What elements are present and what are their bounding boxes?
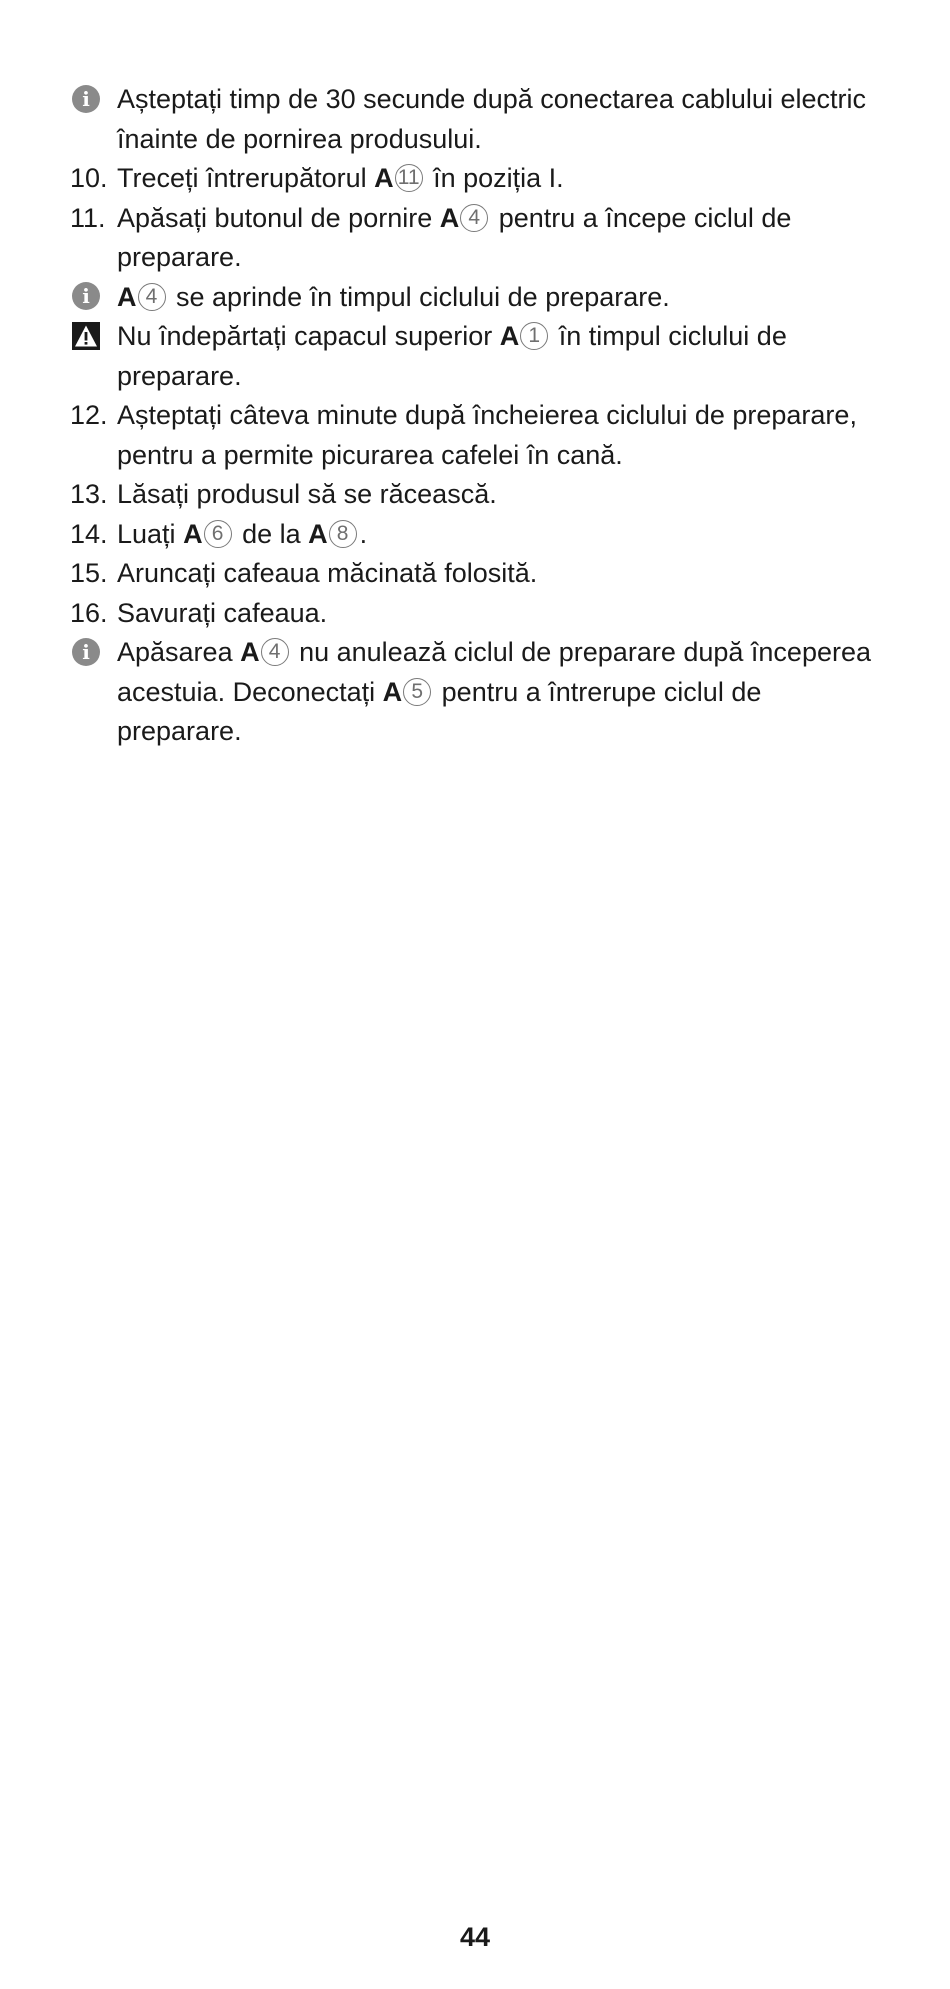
step-item bbox=[72, 159, 892, 199]
info-icon: i bbox=[72, 282, 100, 310]
step-item bbox=[72, 475, 892, 515]
part-ref-number: 5 bbox=[403, 678, 431, 706]
note-text: se aprinde în timpul ciclului de preparare. bbox=[168, 281, 670, 312]
info-marker bbox=[72, 80, 100, 120]
note-text: Apăsarea bbox=[117, 637, 241, 667]
step-text: Aruncați cafeaua măcinată folosită. bbox=[117, 558, 538, 588]
part-ref-letter: A bbox=[382, 676, 403, 707]
part-ref-number: 8 bbox=[329, 520, 357, 548]
step-text: Lăsați produsul să se răcească. bbox=[117, 479, 497, 509]
part-ref-number: 4 bbox=[460, 204, 488, 232]
page-number: 44 bbox=[459, 1922, 491, 1952]
info-note bbox=[72, 633, 892, 752]
step-number: 12. bbox=[70, 400, 108, 430]
step-text: de la bbox=[234, 518, 309, 549]
step-text: Apăsați butonul de pornire bbox=[117, 202, 440, 233]
part-ref-letter: A bbox=[240, 637, 260, 667]
step-number: 13. bbox=[70, 479, 108, 509]
info-marker bbox=[72, 633, 100, 673]
note-text: Așteptați timp de 30 secunde după conectarea cablului electric înainte de pornirea produsului. bbox=[117, 84, 866, 154]
info-note bbox=[72, 80, 892, 159]
note-text: nu anulează ciclul de preparare după începerea acestuia. Deconectați bbox=[117, 637, 871, 707]
step-text: Luați bbox=[117, 518, 184, 549]
step-item bbox=[72, 396, 892, 475]
step-text: . bbox=[359, 518, 368, 549]
step-text: pentru a începe ciclul de preparare. bbox=[117, 202, 792, 272]
warning-icon bbox=[72, 322, 100, 350]
step-number: 11. bbox=[70, 202, 106, 233]
part-ref-number: 6 bbox=[204, 520, 232, 548]
warning-marker bbox=[72, 317, 100, 357]
instruction-list bbox=[72, 80, 892, 752]
step-text: Treceți întrerupătorul bbox=[117, 163, 375, 193]
step-item bbox=[72, 199, 892, 278]
step-number: 15. bbox=[70, 558, 108, 588]
info-marker bbox=[72, 278, 100, 318]
step-text: Așteptați câteva minute după încheierea ciclului de preparare, pentru a permite picurarea cafelei în cană. bbox=[117, 400, 857, 470]
step-item bbox=[72, 515, 892, 555]
part-ref-letter: A bbox=[499, 321, 520, 351]
step-number: 14. bbox=[70, 518, 108, 549]
note-text: în timpul ciclului de preparare. bbox=[117, 321, 787, 391]
note-text: pentru a întrerupe ciclul de preparare. bbox=[117, 676, 762, 746]
step-item bbox=[72, 594, 892, 634]
part-ref-number: 4 bbox=[138, 283, 166, 311]
part-ref-letter: A bbox=[374, 163, 394, 193]
info-icon: i bbox=[72, 85, 100, 113]
part-ref-letter: A bbox=[308, 518, 328, 549]
step-text: Savurați cafeaua. bbox=[117, 597, 328, 628]
step-number: 10. bbox=[70, 163, 108, 193]
step-item bbox=[72, 554, 892, 594]
warning-note bbox=[72, 317, 892, 396]
part-ref-letter: A bbox=[117, 281, 137, 312]
info-note bbox=[72, 278, 892, 318]
step-text: în poziția I. bbox=[425, 163, 564, 193]
part-ref-letter: A bbox=[183, 518, 203, 549]
part-ref-letter: A bbox=[439, 202, 460, 233]
part-ref-number: 4 bbox=[261, 638, 289, 666]
part-ref-number: 11 bbox=[395, 164, 423, 192]
step-number: 16. bbox=[70, 597, 108, 628]
info-icon: i bbox=[72, 638, 100, 666]
part-ref-number: 1 bbox=[520, 322, 548, 350]
note-text: Nu îndepărtați capacul superior bbox=[117, 321, 500, 351]
